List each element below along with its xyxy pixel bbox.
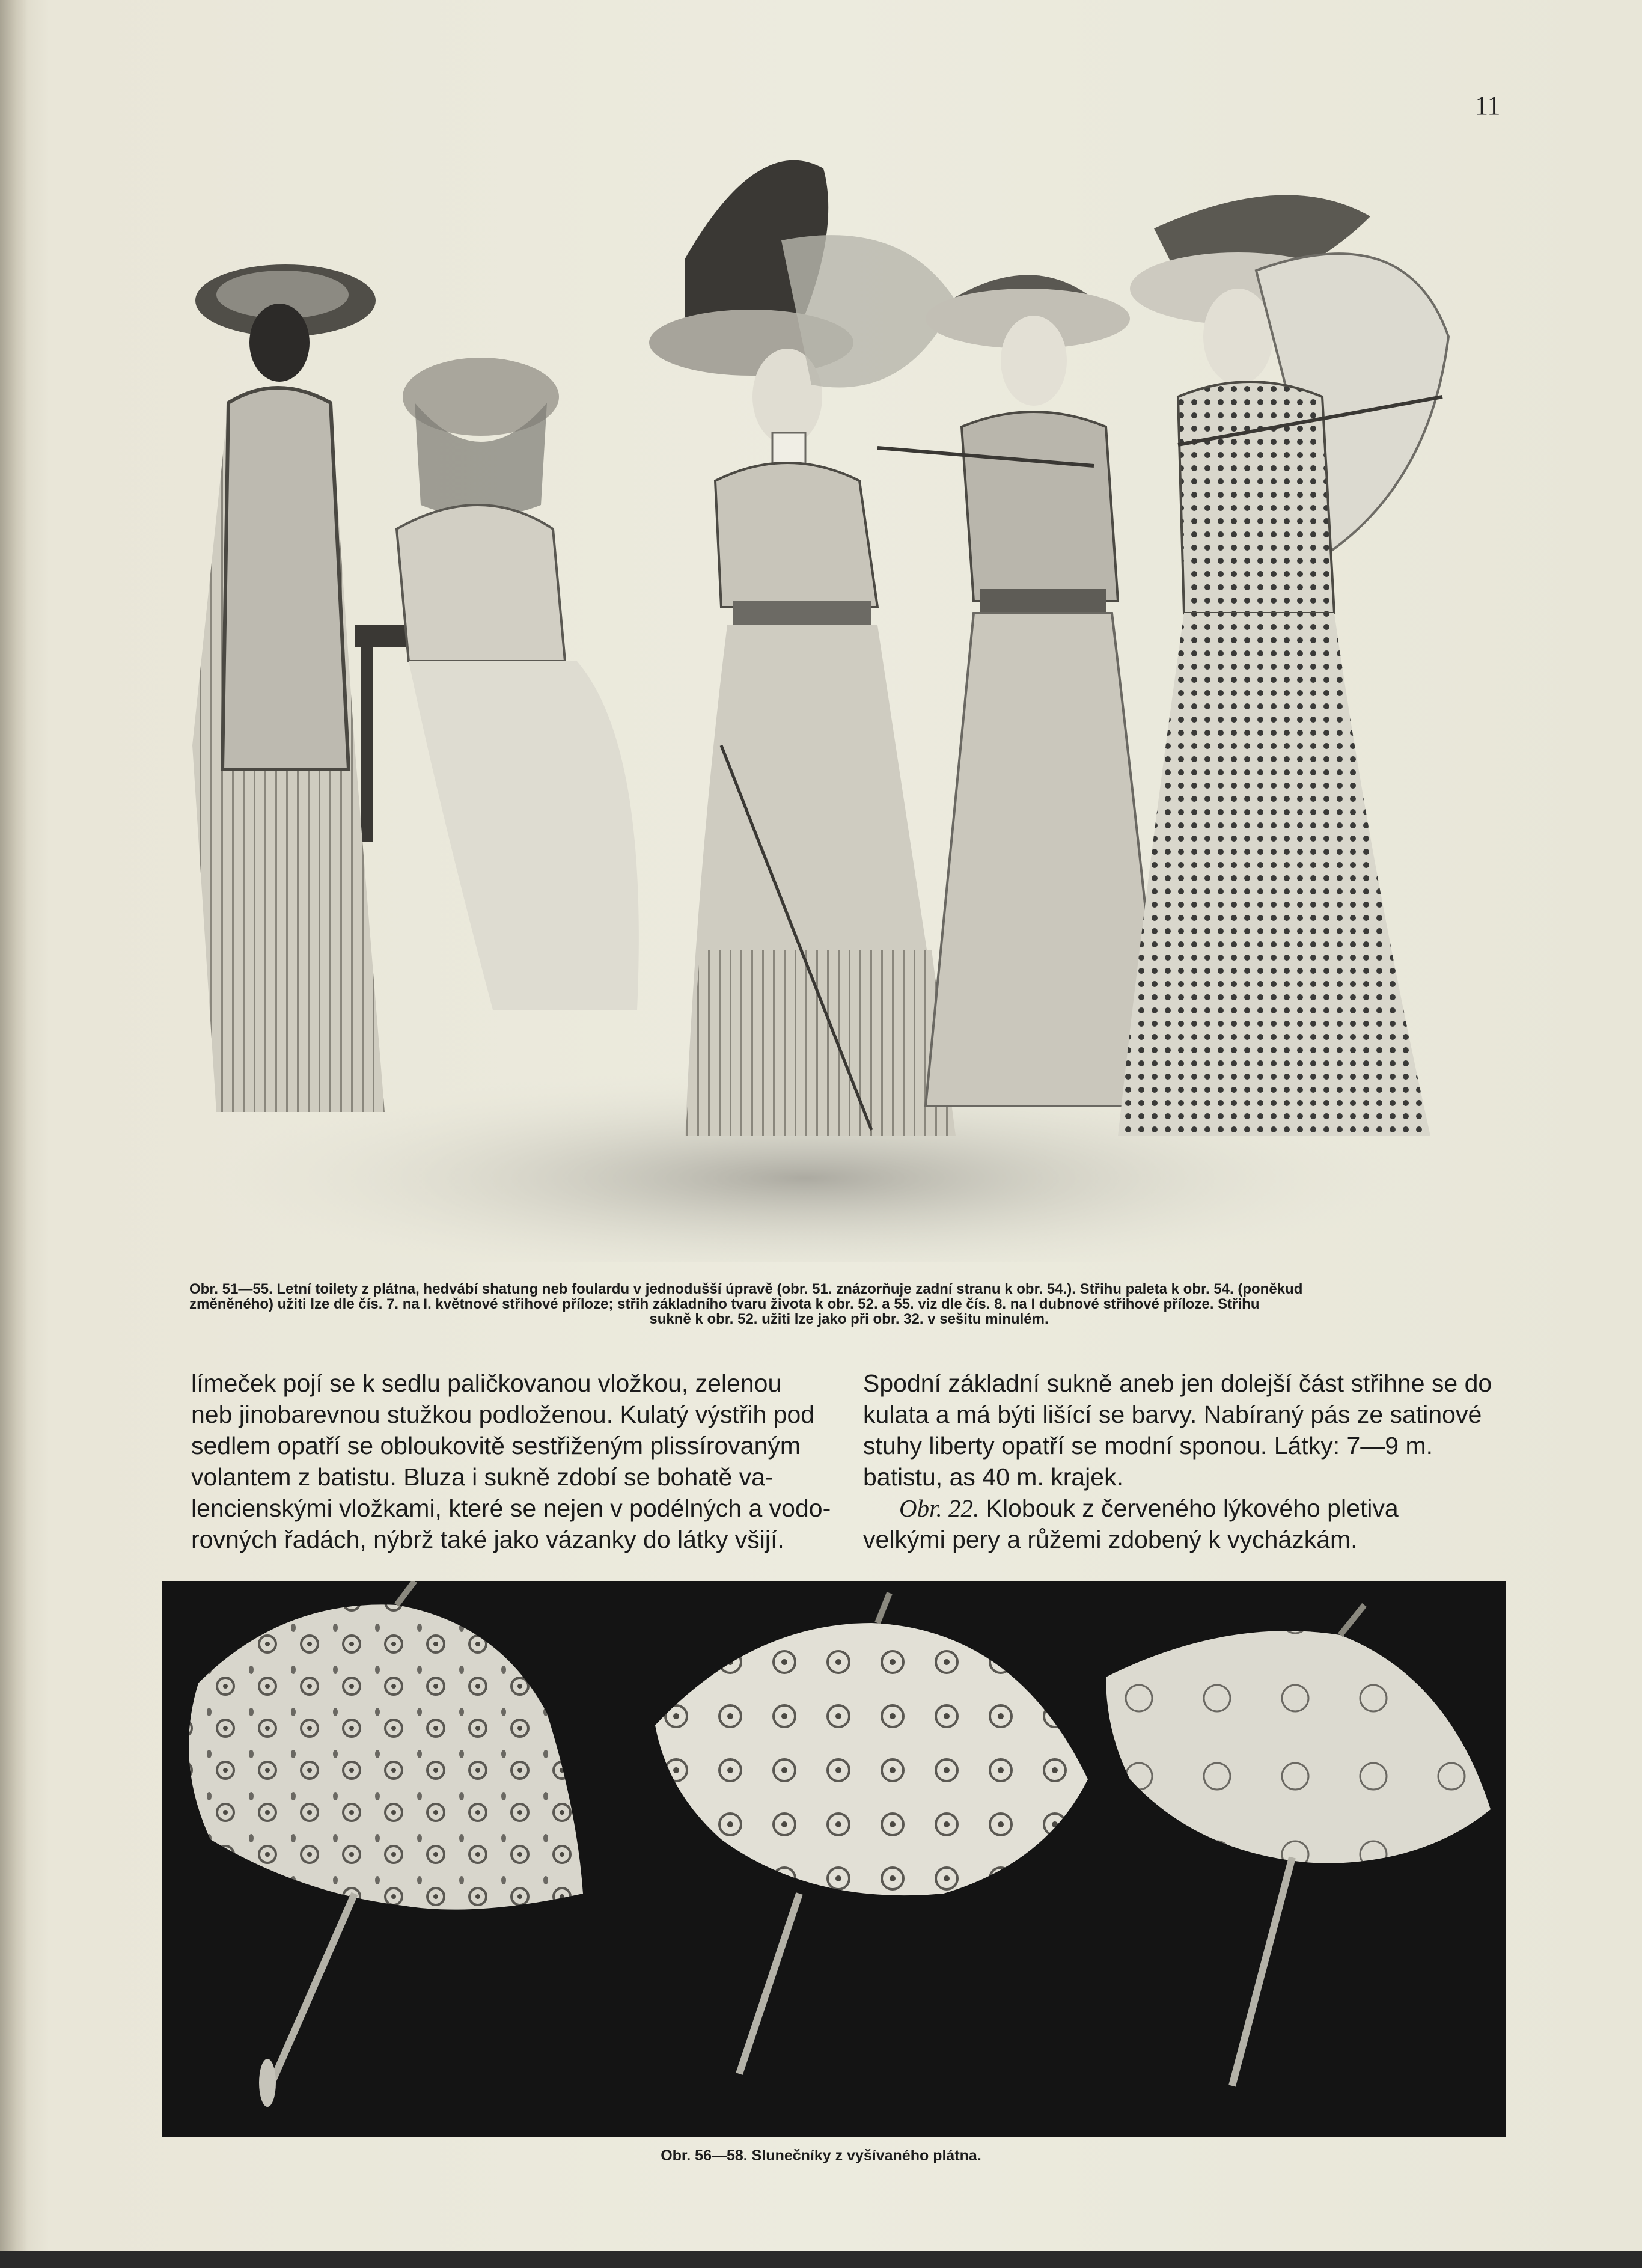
fashion-plate-illustration [156,144,1460,1262]
page-number: 11 [1475,91,1501,120]
text-column-right [863,1368,1492,1555]
parasols-caption: Obr. 56—58. Slunečníky z vyšívaného plátna. [661,2147,981,2164]
caption-line-2: změněného) užiti lze dle čís. 7. na I. květnové střihové příloze; střih základního tvaru života k obr. 52. a 55. viz dle čís. 8. na I dubnové střihové příloze. Střihu [189,1296,1260,1312]
page-spine [0,0,28,2268]
paragraph-line: volantem z batistu. Bluza i sukně zdobí se bohatě va- [191,1463,774,1491]
paragraph-line: kulata a má býti lišící se barvy. Nabíraný pás ze satinové [863,1401,1482,1428]
parasols-photo [162,1581,1506,2137]
paragraph-line: velkými pery a růžemi zdobený k vycházkám. [863,1526,1358,1553]
fashion-plate-caption [189,1282,1509,1327]
paragraph-line: Spodní základní sukně aneb jen dolejší část střihne se do [863,1369,1492,1397]
obr-22-text: Klobouk z červeného lýkového pletiva [979,1494,1399,1522]
paragraph-line: batistu, as 40 m. krajek. [863,1463,1123,1491]
paragraph-line: lencienskými vložkami, které se nejen v podélných a vodo- [191,1494,831,1522]
caption-line-1: Obr. 51—55. Letní toilety z plátna, hedvábí shatung neb foulardu v jednodušší úpravě (obr. 51. znázorňuje zadní stranu k obr. 54.). Střihu paleta k obr. 54. (poněkud [189,1281,1303,1297]
paragraph-line: sedlem opatří se obloukovitě sestřiženým plissírovaným [191,1432,801,1460]
figure-reference: Obr. 22. [899,1494,980,1522]
obr-22-line [863,1493,1479,1524]
paragraph-line: límeček pojí se k sedlu paličkovanou vložkou, zelenou [191,1369,782,1397]
paragraph-line: stuhy liberty opatří se modní sponou. Látky: 7—9 m. [863,1432,1433,1460]
text-column-left [191,1368,831,1555]
paragraph-line: rovných řadách, nýbrž také jako vázanky do látky všijí. [191,1526,784,1553]
caption-line-3: sukně k obr. 52. užiti lze jako při obr. 32. v sešitu minulém. [649,1311,1049,1327]
paragraph-line: neb jinobarevnou stužkou podloženou. Kulatý výstřih pod [191,1401,815,1428]
scan-border [0,2251,1642,2268]
